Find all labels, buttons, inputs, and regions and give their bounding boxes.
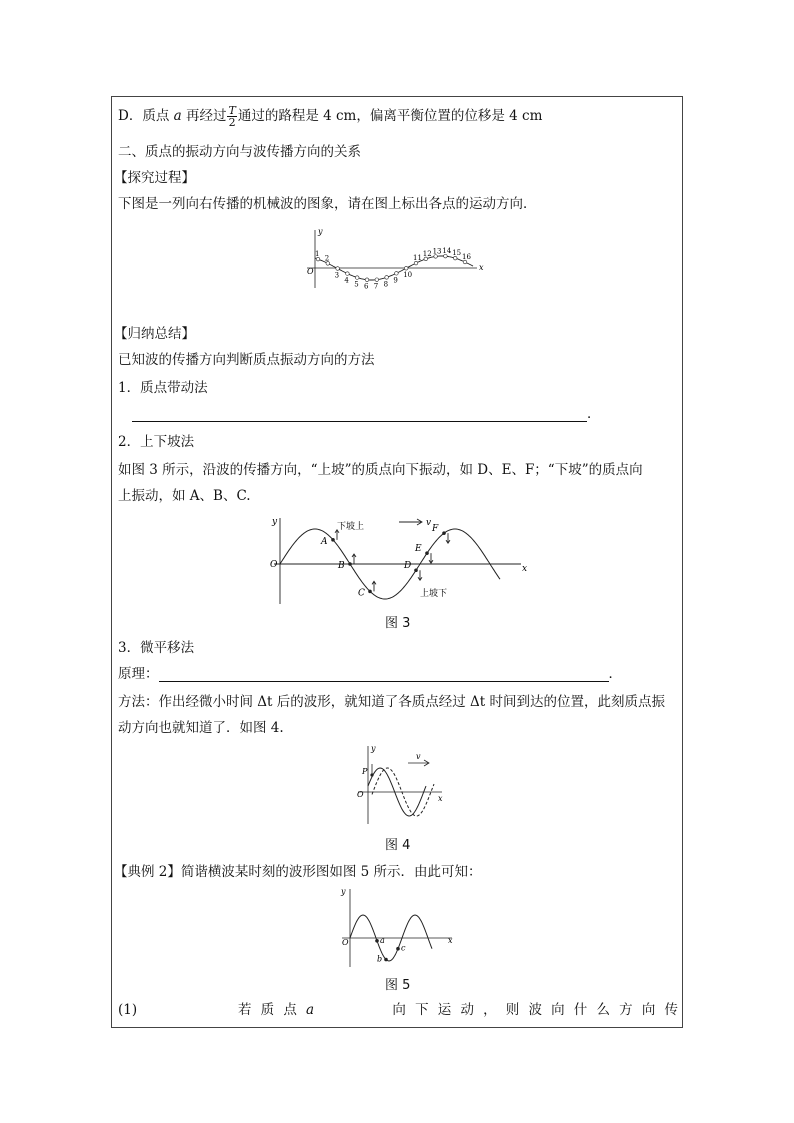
question-1-char: 方 bbox=[619, 1002, 633, 1018]
y-axis-label: y bbox=[371, 744, 376, 753]
origin-label: O bbox=[357, 790, 364, 799]
wave-point bbox=[375, 278, 379, 282]
frac-denominator: 2 bbox=[228, 116, 236, 129]
question-1-char: 则 bbox=[505, 1002, 520, 1018]
question-1-char: 点 bbox=[283, 1002, 297, 1018]
figure-5-wave bbox=[338, 885, 458, 970]
question-1-char: a bbox=[306, 1002, 315, 1018]
wave-point bbox=[395, 272, 399, 276]
summary-text: 已知波的传播方向判断质点振动方向的方法 bbox=[118, 352, 375, 368]
question-1-char: 向 bbox=[392, 1002, 406, 1018]
wave-point-label: 15 bbox=[452, 249, 462, 258]
option-d-var: a bbox=[173, 108, 182, 124]
method3-text1: 方法：作出经微小时间 Δt 后的波形，就知道了各质点经过 Δt 时间到达的位置，此刻质点振 bbox=[118, 694, 666, 710]
question-1-char: 向 bbox=[551, 1002, 565, 1018]
question-1-char: 若 bbox=[238, 1002, 252, 1018]
wave-point-label: 6 bbox=[364, 282, 369, 291]
wave-figure-points bbox=[305, 226, 485, 296]
method2-title: 2．上下坡法 bbox=[118, 434, 195, 450]
method3-title: 3．微平移法 bbox=[118, 640, 195, 656]
question-1-char: 向 bbox=[641, 1002, 656, 1018]
point-label: a bbox=[380, 935, 385, 945]
figure-4-caption: 图 4 bbox=[385, 838, 411, 853]
y-axis-label: y bbox=[318, 227, 323, 236]
point-label: E bbox=[415, 544, 422, 555]
wave-point-label: 10 bbox=[403, 271, 413, 280]
wave-point-label: 9 bbox=[393, 276, 398, 285]
question-1-char: 波 bbox=[528, 1002, 542, 1018]
point-f bbox=[442, 531, 446, 535]
y-axis-label: y bbox=[272, 517, 278, 527]
wave-point bbox=[385, 276, 389, 280]
option-d-prefix: D．质点 bbox=[118, 108, 174, 124]
method1-end: ． bbox=[587, 406, 601, 422]
wave-point-label: 14 bbox=[442, 247, 452, 256]
question-number: (1) bbox=[118, 1002, 138, 1018]
point-c bbox=[396, 947, 400, 951]
point-p-label: P bbox=[362, 767, 368, 776]
wave-point-label: 5 bbox=[354, 280, 359, 289]
point-a bbox=[331, 538, 335, 542]
explore-heading: 【探究过程】 bbox=[114, 170, 195, 186]
x-axis-label: x bbox=[522, 564, 528, 574]
origin-label: O bbox=[307, 267, 314, 276]
option-d-suffix: 通过的路程是 4 cm，偏离平衡位置的位移是 4 cm bbox=[237, 108, 543, 124]
fraction-t-over-2 bbox=[227, 105, 236, 128]
point-label: C bbox=[358, 588, 365, 599]
wave-point-label: 11 bbox=[413, 254, 422, 263]
wave-point-label: 2 bbox=[324, 254, 330, 263]
method1-blank-line bbox=[132, 406, 601, 422]
point-label: D bbox=[404, 561, 412, 572]
question-1-char: 传 bbox=[664, 1002, 678, 1018]
question-1-text bbox=[238, 1002, 678, 1018]
figure-3-caption: 图 3 bbox=[385, 616, 411, 631]
wave-point bbox=[365, 278, 369, 282]
point-b bbox=[384, 958, 388, 962]
point-b bbox=[348, 562, 352, 566]
principle-end: ． bbox=[608, 666, 622, 682]
principle-label: 原理： bbox=[118, 666, 159, 682]
question-1-char: ， bbox=[483, 1002, 497, 1018]
principle-blank[interactable] bbox=[159, 667, 609, 682]
wave-point-label: 3 bbox=[334, 271, 340, 280]
question-1-char: 质 bbox=[260, 1002, 275, 1018]
wave-point-label: 16 bbox=[462, 253, 471, 262]
wave-point-label: 12 bbox=[422, 249, 432, 258]
method2-text2: 上振动，如 A、B、C. bbox=[118, 488, 251, 504]
wave-point-label: 7 bbox=[373, 282, 379, 291]
wave-point bbox=[346, 272, 350, 276]
question-1-char: 么 bbox=[596, 1002, 610, 1018]
question-1-char: 运 bbox=[437, 1002, 452, 1018]
point-label: A bbox=[321, 536, 328, 547]
wave-point bbox=[336, 267, 340, 271]
point-label: B bbox=[338, 561, 345, 571]
label-downhill-up: 下坡上 bbox=[337, 522, 365, 532]
label-uphill-down: 上坡下 bbox=[420, 589, 448, 599]
point-label: c bbox=[401, 943, 406, 953]
figure-3-uphill-downhill bbox=[266, 514, 531, 609]
x-axis-label: x bbox=[448, 936, 453, 945]
y-axis-label: y bbox=[341, 887, 346, 896]
wave-point bbox=[404, 266, 408, 270]
wave-point-label: 8 bbox=[383, 280, 389, 289]
explore-text: 下图是一列向右传播的机械波的图象，请在图上标出各点的运动方向． bbox=[118, 196, 537, 212]
point-e bbox=[425, 551, 429, 555]
x-axis-label: x bbox=[479, 263, 484, 272]
figure-4-shift bbox=[350, 742, 450, 827]
point-label: F bbox=[432, 524, 439, 535]
question-1-char: 动 bbox=[460, 1002, 474, 1018]
velocity-label: v bbox=[416, 752, 421, 761]
point-d bbox=[414, 568, 418, 572]
figure-5-caption: 图 5 bbox=[385, 978, 411, 993]
section2-title: 二、质点的振动方向与波传播方向的关系 bbox=[118, 144, 361, 160]
principle-line bbox=[118, 666, 622, 682]
velocity-label: v bbox=[426, 518, 432, 528]
question-1-char bbox=[323, 1002, 383, 1018]
wave-point-label: 1 bbox=[315, 250, 320, 259]
wave-point-label: 4 bbox=[344, 276, 349, 285]
summary-heading: 【归纳总结】 bbox=[114, 326, 195, 342]
point-c bbox=[368, 590, 372, 594]
point-a bbox=[375, 939, 379, 943]
wave-point bbox=[355, 276, 359, 280]
origin-label: O bbox=[342, 938, 349, 947]
x-axis-label: x bbox=[438, 794, 443, 803]
method1-title: 1．质点带动法 bbox=[118, 380, 208, 396]
example2-text: 【典例 2】简谐横波某时刻的波形图如图 5 所示．由此可知： bbox=[114, 864, 482, 880]
wave-point-label: 13 bbox=[432, 247, 442, 256]
question-1-char: 什 bbox=[573, 1002, 588, 1018]
method3-text2: 动方向也就知道了．如图 4. bbox=[118, 720, 284, 736]
method1-blank[interactable] bbox=[132, 407, 587, 422]
origin-label: O bbox=[270, 560, 278, 570]
option-d-line bbox=[118, 101, 542, 131]
question-1-line bbox=[118, 1002, 678, 1018]
method2-text1: 如图 3 所示，沿波的传播方向，“上坡”的质点向下振动，如 D、E、F；“下坡”的质点向 bbox=[118, 462, 643, 478]
frac-numerator: T bbox=[228, 104, 236, 117]
question-1-char: 下 bbox=[415, 1002, 429, 1018]
option-d-mid: 再经过 bbox=[181, 108, 227, 124]
point-label: b bbox=[377, 954, 383, 964]
